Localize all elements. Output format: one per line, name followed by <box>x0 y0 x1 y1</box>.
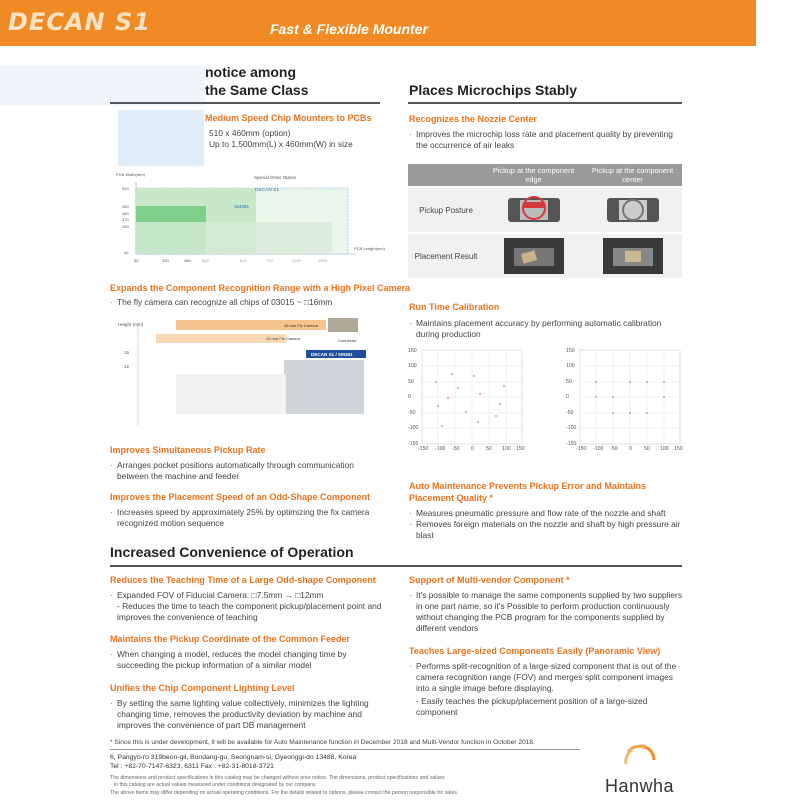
pcb-area-inner <box>136 222 332 254</box>
pickup-rate-bullet: · Arranges pocket positions automatically through communication between the machine and feeder <box>110 460 380 482</box>
cal-ytick: 50 <box>566 379 572 385</box>
cal-ytick: -150 <box>408 441 419 447</box>
light-bullet: · By setting the same lighting value collectively, minimizes the lighting changing time, removes the productivity deviation by machine and improves the convenience of part DB management <box>110 698 382 731</box>
cal-ytick: 50 <box>408 379 414 385</box>
cal-xtick: -50 <box>610 446 618 452</box>
pcb-xtick-2: 460 <box>184 258 191 263</box>
teaching-title: Reduces the Teaching Time of a Large Odd-shape Component <box>110 575 376 585</box>
dev-note: * Since this is under development, it will be available for Auto Maintenance function in December 2018 and Multi-Vendor function in October 2018. <box>110 739 535 746</box>
pcb-xtick-5: 740 <box>266 258 273 263</box>
calibration-title: Run Time Calibration <box>409 302 500 312</box>
cal-ytick: 100 <box>408 363 417 369</box>
cal-xtick: -150 <box>418 446 429 452</box>
cal-ytick: 150 <box>408 348 417 354</box>
vendor-bullet: · It's possible to manage the same components supplied by two suppliers in one part name, so it's Possible to perform production continuously without changing the PCB program for the components supplied by different vendors <box>409 590 685 634</box>
component-image <box>284 360 364 414</box>
calibration-bullet: · Maintains placement accuracy by performing automatic calibration during production <box>409 318 685 340</box>
header-banner <box>0 0 756 46</box>
cal-ytick: -50 <box>566 410 574 416</box>
cal-xtick: 150 <box>674 446 683 452</box>
brand-name: Hanwha <box>605 776 675 796</box>
table-row-label: Placement Result <box>414 251 478 261</box>
cal-xtick: 0 <box>629 446 632 452</box>
pickup-comparison-table <box>408 164 682 278</box>
cal-ytick: 100 <box>566 363 575 369</box>
table-col-edge: Pickup at the component edge <box>492 166 575 184</box>
cal-xtick: 50 <box>644 446 650 452</box>
feeder-bullet: · When changing a model, reduces the model changing time by succeeding the pickup information of a similar model <box>110 649 382 671</box>
cal-xtick: 150 <box>516 446 525 452</box>
table-header <box>408 164 682 186</box>
panoramic-title: Teaches Large-sized Components Easily (Panoramic View) <box>409 646 661 656</box>
pcb-xtick-7: 1500 <box>318 258 327 263</box>
nozzle-title: Recognizes the Nozzle Center <box>409 114 538 124</box>
section-title-line2: the Same Class <box>205 82 309 98</box>
pcb-chart-ylabel: PCB Width(mm) <box>116 172 145 177</box>
cal-xtick: 50 <box>486 446 492 452</box>
cal-xtick: -150 <box>576 446 587 452</box>
auto-maint-title-1: Auto Maintenance Prevents Pickup Error and Maintains <box>409 481 647 491</box>
table-row <box>408 186 682 232</box>
disclaimer-3: The above items may differ depending on actual operating conditions. For the details related to options, please contact the person responsible for sales. <box>110 790 459 796</box>
pcb-xtick-3: 510 <box>202 258 209 263</box>
blurred-product-image <box>118 110 204 166</box>
fly-bar-25-label: 25 mm Fix Camera <box>266 336 301 341</box>
pcb-ytick-1: 460 <box>122 204 129 209</box>
auto-maint-title-2: Placement Quality * <box>409 493 494 503</box>
fly-badge-label: DECAN S1 / SM481 <box>311 352 353 357</box>
company-tel: Tel : +82-70-7147-6323, 6311 Fax : +82-31-8018-3721 <box>110 763 274 770</box>
pcb-ytick-2: 460 <box>122 211 129 216</box>
section-title-line1: notice among <box>205 64 297 80</box>
odd-shape-title: Improves the Placement Speed of an Odd-Shape Component <box>110 492 371 502</box>
cal-xtick: 100 <box>660 446 669 452</box>
company-address: 6, Pangyo-ro 319beon-gil, Bundang-gu, Seongnam-si, Gyeonggi-do 13488, Korea <box>110 754 357 761</box>
pcb-xtick-4: 610 <box>240 258 247 263</box>
header-tagline: Fast & Flexible Mounter <box>270 21 428 37</box>
teaching-bullet: · Expanded FOV of Fiducial Camera: □7.5mm → □12mm <box>110 590 382 601</box>
convenience-heading: Increased Convenience of Operation <box>110 544 354 560</box>
cal-xtick: -50 <box>452 446 460 452</box>
table-row-label: Pickup Posture <box>419 205 473 215</box>
vendor-title: Support of Multi-vendor Component * <box>409 575 570 585</box>
posture-edge-image <box>484 188 583 232</box>
feature-line1: 510 x 460mm (option) <box>209 128 291 138</box>
feeder-title: Maintains the Pickup Coordinate of the Common Feeder <box>110 634 351 644</box>
pcb-chart-xlabel: PCB Length(mm) <box>354 246 385 251</box>
cal-ytick: 0 <box>408 394 411 400</box>
auto-maint-bullet-2: · Removes foreign materials on the nozzle and shaft by high pressure air blast <box>409 519 685 541</box>
footer-rule <box>110 749 580 750</box>
fly-bar-connector-label: Connector <box>338 338 357 343</box>
microchips-rule <box>408 102 682 104</box>
teaching-sub: - Reduces the time to teach the component pickup/placement point and improves the convenience of teaching <box>117 601 382 622</box>
fly-chart-ylabel: Height (mm) <box>118 322 144 327</box>
panoramic-sub: - Easily teaches the pickup/placement position of a large-sized component <box>416 696 648 717</box>
pcb-ytick-4: 250 <box>122 224 129 229</box>
pcb-xtick-1: 330 <box>162 258 169 263</box>
fly-ytick-0: 15 <box>124 350 130 355</box>
result-center-image <box>583 234 682 278</box>
pickup-rate-title: Improves Simultaneous Pickup Rate <box>110 445 266 455</box>
cal-ytick: 0 <box>566 394 569 400</box>
cal-xtick: 100 <box>502 446 511 452</box>
cal-xtick: -100 <box>593 446 604 452</box>
cal-ytick: -100 <box>566 425 577 431</box>
cal-ytick: -100 <box>408 425 419 431</box>
posture-center-image <box>583 188 682 232</box>
pcb-ytick-3: 370 <box>122 217 129 222</box>
cal-xtick: -100 <box>435 446 446 452</box>
disclaimer-2: in this catalog are actual values measured under conditions designated by our company. <box>114 782 317 788</box>
section-rule <box>110 102 380 104</box>
light-title: Unifies the Chip Component Lighting Level <box>110 683 295 693</box>
pcb-series-sm481: SM481 <box>234 205 250 210</box>
fly-camera-chart <box>116 316 380 436</box>
pcb-series-decan: DECAN S1 <box>255 188 279 193</box>
pcb-ytick-5: 40 <box>124 250 129 255</box>
cal-ytick: -150 <box>566 441 577 447</box>
calibration-plot-after <box>566 346 684 452</box>
panoramic-bullet: · Performs split-recognition of a large-sized component that is out of the camera recognition range (FOV) and merges split component images into a single image before displaying. <box>409 661 685 694</box>
table-col-center: Pickup at the component center <box>591 166 674 184</box>
recognition-title: Expands the Component Recognition Range with a High Pixel Camera <box>110 283 411 293</box>
odd-shape-bullet: · Increases speed by approximately 25% by optimizing the fix camera recognized motion sequence <box>110 507 380 529</box>
pcb-ytick-0: 510 <box>122 186 129 191</box>
recognition-bullet: · The fly camera can recognize all chips of 03015 ~ □16mm <box>110 297 380 308</box>
cal-ytick: -50 <box>408 410 416 416</box>
table-row <box>408 232 682 278</box>
pcb-xtick-6: 1200 <box>292 258 301 263</box>
nozzle-bullet: · Improves the microchip loss rate and placement quality by preventing the occurrence of air leaks <box>409 129 685 151</box>
convenience-rule <box>110 565 682 567</box>
calibration-plot-before <box>408 346 526 452</box>
microchips-heading: Places Microchips Stably <box>409 82 578 98</box>
model-name: DECAN S1 <box>8 8 151 36</box>
connector-image <box>328 318 358 332</box>
cal-xtick: 0 <box>471 446 474 452</box>
fly-bar-45-label: 45 mm Fix Camera <box>284 323 319 328</box>
result-edge-image <box>484 234 583 278</box>
feature-line2: Up to 1,500mm(L) x 460mm(W) in size <box>209 139 353 149</box>
feature-title: Medium Speed Chip Mounters to PCBs <box>205 113 372 123</box>
blurred-title-area <box>0 66 205 106</box>
pcb-xtick-0: 50 <box>134 258 139 263</box>
cal-ytick: 150 <box>566 348 575 354</box>
auto-maint-bullet-1: · Measures pneumatic pressure and flow rate of the nozzle and shaft <box>409 508 685 519</box>
disclaimer-1: The dimensions and product specifications in this catalog may be changed without prior notice. The dimensions, product specifications and values <box>110 775 445 781</box>
fly-ytick-1: 12 <box>124 364 130 369</box>
pcb-size-chart <box>116 170 385 270</box>
pcb-chart-annotation: Special Order Option <box>254 175 297 180</box>
hanwha-logo-icon <box>620 742 660 776</box>
